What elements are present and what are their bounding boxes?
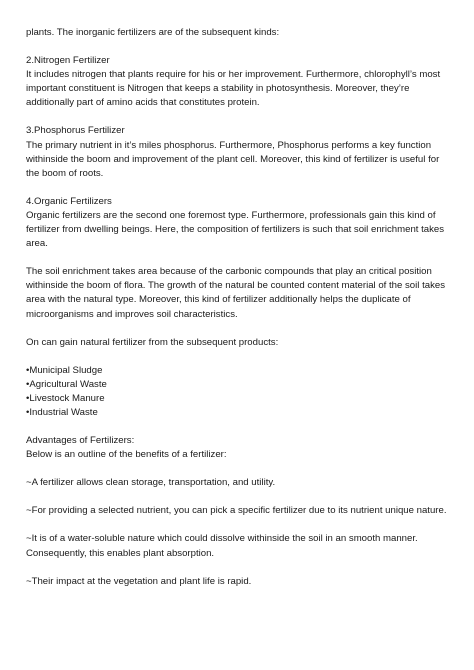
intro-text: plants. The inorganic fertilizers are of the subsequent kinds: (26, 27, 280, 38)
phosphorus-body: The primary nutrient in it’s miles phosphorus. Furthermore, Phosphorus performs a key function withinside the boom and improvement of the plant cell. Moreover, this kind of fertilizer is useful for the boom of roots. (26, 139, 440, 179)
advantage-item: ~For providing a selected nutrient, you can pick a specific fertilizer due to its nutrient unique nature. (26, 505, 447, 517)
nitrogen-heading: 2.Nitrogen Fertilizer (26, 55, 110, 67)
phosphorus-heading: 3.Phosphorus Fertilizer (26, 125, 125, 137)
advantages-heading: Advantages of Fertilizers: (26, 435, 135, 447)
advantages-intro: Below is an outline of the benefits of a fertilizer: (26, 449, 227, 461)
advantage-item: ~A fertilizer allows clean storage, transportation, and utility. (26, 477, 276, 489)
organic-body: Organic fertilizers are the second one foremost type. Furthermore, professionals gain this kind of fertilizer from dwelling beings. Here, the composition of fertilizers is such that soil enrichment takes area. (26, 209, 445, 250)
products-list (26, 364, 454, 420)
advantage-item: ~It is of a water-soluble nature which could dissolve withinside the soil in an smooth manner. Consequently, this enables plant absorption. (26, 533, 418, 559)
soil-enrichment-paragraph: The soil enrichment takes area because of the carbonic compounds that play an critical position withinside the boom of flora. The growth of the natural be counted content material of the soil takes area with the natural type. Moreover, this kind of fertilizer additionally helps the duplicate of microorganisms and improves soil characteristics. (26, 266, 445, 320)
list-item: •Livestock Manure (26, 392, 105, 404)
nitrogen-body: It includes nitrogen that plants require for his or her improvement. Furthermore, chlorophyll’s most important constituent is Nitrogen that keeps a stability in photosynthesis. Moreover, they’re additionally part of amino acids that constitutes protein. (26, 69, 441, 109)
organic-heading: 4.Organic Fertilizers (26, 195, 112, 207)
list-item: •Industrial Waste (26, 406, 98, 418)
advantage-item: ~Their impact at the vegetation and plant life is rapid. (26, 575, 252, 587)
list-item: •Municipal Sludge (26, 364, 103, 376)
products-intro: On can gain natural fertilizer from the subsequent products: (26, 336, 279, 348)
list-item: •Agricultural Waste (26, 378, 107, 390)
